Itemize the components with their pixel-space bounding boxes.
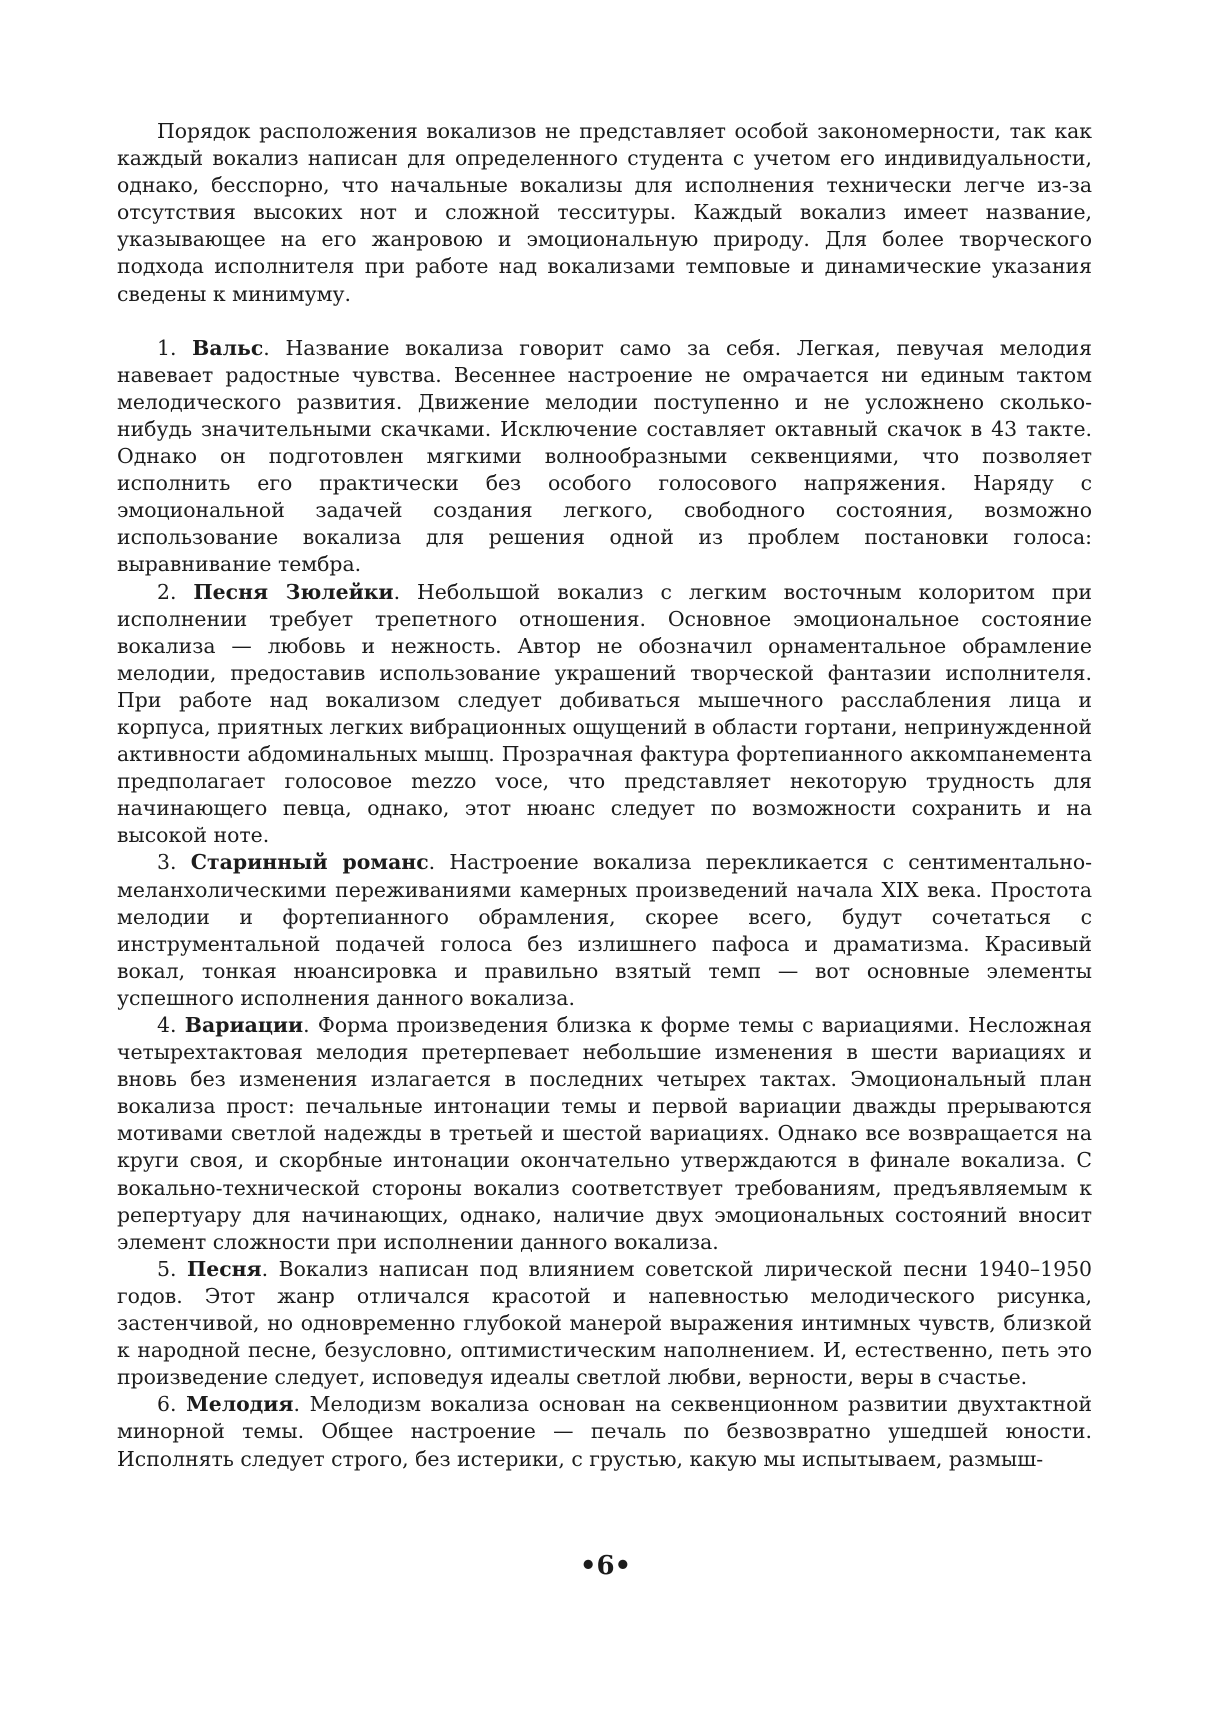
item-variations: [117, 1012, 1092, 1256]
item-text: . Вокализ написан под влиянием советской лирической песни 1940–1950 годов. Этот жанр отличался красотой и напевностью мелодического рисунка, застенчивой, но одновременно глубокой манерой выражения интимных чувств, близкой к народной песне, безусловно, оптимистическим наполнением. И, естественно, петь это произведение следует, исповедуя идеалы светлой любви, верности, веры в счастье.: [117, 1256, 1093, 1390]
item-title: Мелодия: [186, 1392, 294, 1417]
item-number: 4.: [157, 1013, 177, 1037]
item-text: . Настроение вокализа перекликается с сентиментально-меланхолическими переживаниями камерных произведений начала XIX века. Простота мелодии и фортепианного обрамления, скорее всего, будут сочетаться с инструментальной подачей голоса без излишнего пафоса и драматизма. Красивый вокал, тонкая нюансировка и правильно взятый темп — вот основные элементы успешного исполнения данного вокализа.: [117, 850, 1092, 1010]
item-number: 3.: [157, 850, 177, 875]
page-number: •6•: [579, 1551, 632, 1581]
item-text: . Небольшой вокализ с легким восточным колоритом при исполнении требует трепетного отношения. Основное эмоциональное состояние вокализа — любовь и нежность. Автор не обозначил орнаментальное обрамление мелодии, предоставив использование украшений творческой фантазии исполнителя. При работе над вокализом следует добиваться мышечного расслабления лица и корпуса, приятных легких вибрационных ощущений в области гортани, непринужденной активности абдоминальных мышц. Прозрачная фактура фортепианного аккомпанемента предполагает голосовое mezzo voce, что представляет некоторую трудность для начинающего певца, однако, этот нюанс следует по возможности сохранить и на высокой ноте.: [117, 579, 1093, 848]
item-text: . Форма произведения близка к форме темы с вариациями. Несложная четырехтактовая мелодия претерпевает небольшие изменения в шести вариациях и вновь без изменения излагается в последних четырех тактах. Эмоциональный план вокализа прост: печальные интонации темы и первой вариации дважды прерываются мотивами светлой надежды в третьей и шестой вариациях. Однако все возвращается на круги своя, и скорбные интонации окончательно утверждаются в финале вокализа. С вокально-технической стороны вокализ соответствует требованиям, предъявляемым к репертуару для начинающих, однако, наличие двух эмоциональных состояний вносит элемент сложности при исполнении данного вокализа.: [117, 1013, 1092, 1254]
item-number: 2.: [157, 579, 177, 604]
item-old-romance: [117, 849, 1092, 1012]
page-body: [117, 118, 1092, 1538]
item-waltz: [117, 335, 1092, 579]
item-text: . Название вокализа говорит само за себя. Легкая, певучая мелодия навевает радостные чувства. Весеннее настроение не омрачается ни единым тактом мелодического развития. Движение мелодии поступенно и не усложнено сколько-нибудь значительными скачками. Исключение составляет октавный скачок в 43 такте. Однако он подготовлен мягкими волнообразными секвенциями, что позволяет исполнить его практически без особого голосового напряжения. Наряду с эмоциональной задачей создания легкого, свободного состояния, возможно использование вокализа для решения одной из проблем постановки голоса: выравнивание тембра.: [117, 335, 1092, 577]
item-title: Старинный романс: [190, 850, 429, 875]
item-title: Вальс: [192, 335, 264, 360]
item-number: 6.: [157, 1392, 177, 1417]
item-title: Вариации: [184, 1013, 304, 1037]
item-title: Песня: [186, 1256, 262, 1281]
item-melody: [117, 1391, 1092, 1472]
item-title: Песня Зюлейки: [193, 579, 394, 604]
item-text: . Мелодизм вокализа основан на секвенционном развитии двухтактной минорной темы. Общее настроение — печаль по безвозвратно ушедшей юности. Исполнять следует строго, без истерики, с грустью, какую мы испытываем, размыш-: [117, 1392, 1092, 1471]
intro-paragraph: Порядок расположения вокализов не представляет особой закономерности, так как каждый вокализ написан для определенного студента с учетом его индивидуальности, однако, бесспорно, что начальные вокализы для исполнения технически легче из-за отсутствия высоких нот и сложной тесситуры. Каждый вокализ имеет название, указывающее на его жанровою и эмоциональную природу. Для более творческого подхода исполнителя при работе над вокализами темповые и динамические указания сведены к минимуму.: [117, 119, 1092, 306]
item-song: [117, 1256, 1092, 1391]
item-number: 1.: [157, 335, 177, 360]
item-zuleika-song: [117, 579, 1092, 850]
item-number: 5.: [157, 1256, 177, 1281]
